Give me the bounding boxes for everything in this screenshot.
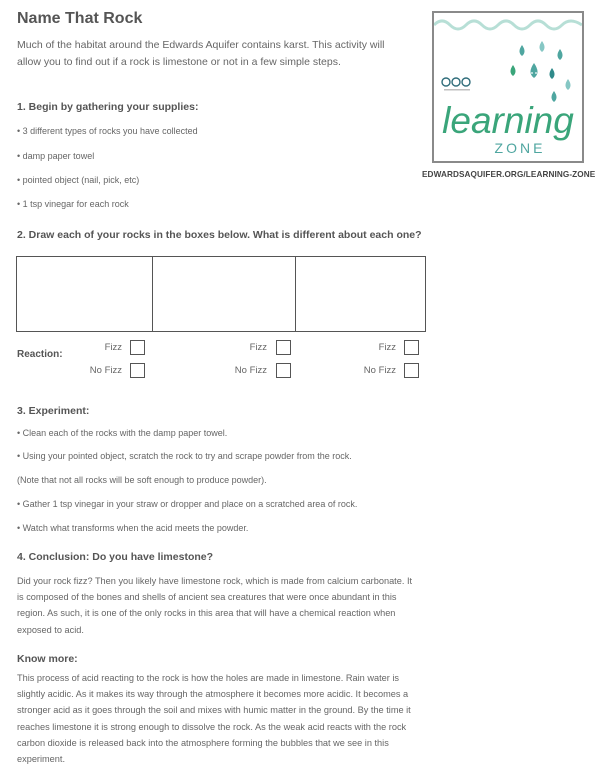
know-more-paragraph: This process of acid reacting to the rock is how the holes are made in limestone. Rain water is slightly acidic. As it makes its way through the atmosphere it becomes more acidic. It becomes a stronger acid as it goes through the soil and mixes with humic matter in the ground. By the time it reaches limestone it is strong enough to dissolve the rock. As the weak acid reacts with the rock carbon dioxide is released back into the atmosphere forming the bubbles that we see in this experiment. (17, 673, 411, 765)
nofizz-checkbox-2[interactable] (276, 363, 291, 378)
list-item: • Gather 1 tsp vinegar in your straw or dropper and place on a scratched area of rock. (17, 499, 358, 509)
fizz-checkbox-1[interactable] (130, 340, 145, 355)
step4-heading: 4. Conclusion: Do you have limestone? (17, 551, 214, 563)
nofizz-label: No Fizz (89, 365, 122, 376)
svg-text:ZONE: ZONE (494, 140, 546, 156)
fizz-checkbox-2[interactable] (276, 340, 291, 355)
fizz-label: Fizz (378, 342, 396, 353)
list-item: • 3 different types of rocks you have collected (17, 126, 198, 136)
learning-zone-logo (432, 11, 584, 163)
list-item: (Note that not all rocks will be soft enough to produce powder). (17, 475, 267, 485)
rock-drawing-box-2[interactable] (152, 256, 296, 332)
list-item: • 1 tsp vinegar for each rock (17, 199, 129, 209)
list-item: • pointed object (nail, pick, etc) (17, 175, 140, 185)
raindrops-icon (511, 41, 571, 102)
list-item: • Watch what transforms when the acid meets the powder. (17, 523, 249, 533)
list-item: • Using your pointed object, scratch the rock to try and scrape powder from the rock. (17, 451, 352, 461)
aquifer-seal-icon (442, 78, 470, 91)
nofizz-label: No Fizz (234, 365, 267, 376)
step2-heading: 2. Draw each of your rocks in the boxes below. What is different about each one? (17, 229, 422, 241)
svg-text:learning: learning (442, 100, 574, 141)
page-title: Name That Rock (17, 10, 143, 27)
list-item: • Clean each of the rocks with the damp paper towel. (17, 428, 228, 438)
list-item: • damp paper towel (17, 151, 95, 161)
nofizz-checkbox-1[interactable] (130, 363, 145, 378)
know-more-heading: Know more: (17, 653, 78, 665)
nofizz-checkbox-3[interactable] (404, 363, 419, 378)
rock-drawing-box-3[interactable] (295, 256, 426, 332)
intro-paragraph: Much of the habitat around the Edwards Aquifer contains karst. This activity will allow you to find out if a rock is limestone or not in a few simple steps. (17, 39, 385, 68)
fizz-label: Fizz (249, 342, 267, 353)
step3-heading: 3. Experiment: (17, 405, 90, 417)
conclusion-paragraph: Did your rock fizz? Then you likely have limestone rock, which is made from calcium carbonate. It is composed of the bones and shells of ancient sea creatures that were once abundant in this region. As such, it is one of the only rocks in this area that will have a chemical reaction when exposed to acid. (17, 576, 413, 635)
fizz-checkbox-3[interactable] (404, 340, 419, 355)
step1-heading: 1. Begin by gathering your supplies: (17, 101, 199, 113)
reaction-label: Reaction: (17, 349, 63, 360)
logo-graphic (434, 13, 582, 161)
nofizz-label: No Fizz (363, 365, 396, 376)
fizz-label: Fizz (104, 342, 122, 353)
rock-drawing-box-1[interactable] (16, 256, 153, 332)
logo-url: EDWARDSAQUIFER.ORG/LEARNING-ZONE (422, 170, 596, 179)
